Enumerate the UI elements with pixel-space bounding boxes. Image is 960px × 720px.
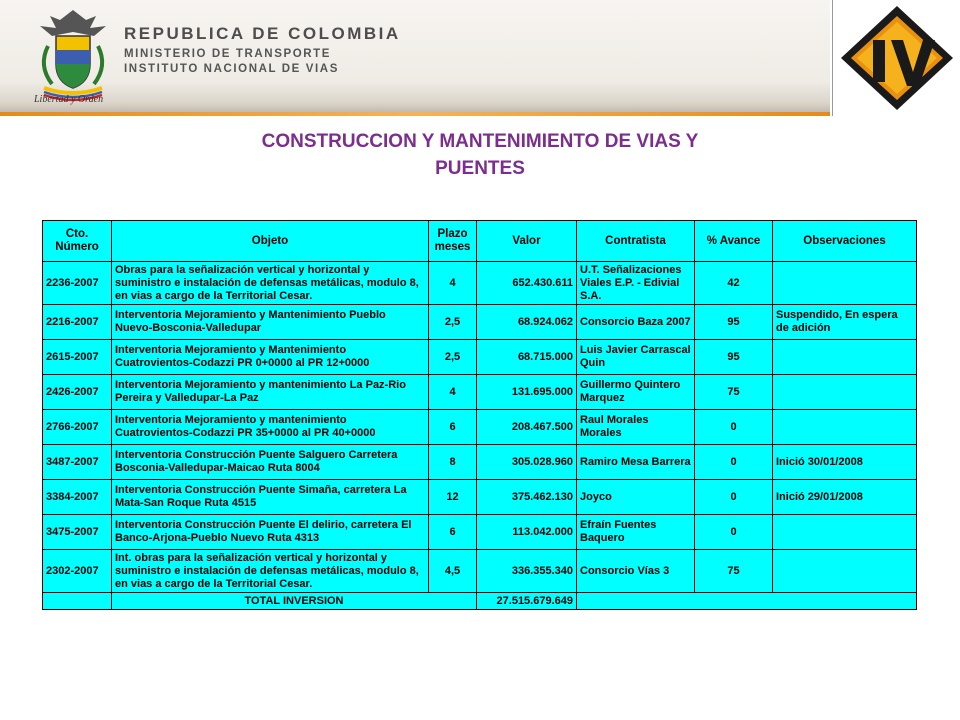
header-objeto: Objeto [112, 221, 429, 262]
cell-avance: 0 [695, 445, 773, 480]
cell-valor: 68.924.062 [477, 305, 577, 340]
cell-numero: 3384-2007 [43, 480, 112, 515]
table-row [43, 262, 917, 305]
cell-observaciones: Inició 29/01/2008 [773, 480, 917, 515]
cell-plazo: 4,5 [429, 550, 477, 593]
cell-avance: 0 [695, 410, 773, 445]
cell-valor: 336.355.340 [477, 550, 577, 593]
cell-avance: 42 [695, 262, 773, 305]
cell-objeto: Int. obras para la señalización vertical y horizontal y suministro e instalación de defensas metálicas, modulo 8, en vias a cargo de la Territorial Cesar. [112, 550, 429, 593]
header-observaciones: Observaciones [773, 221, 917, 262]
cell-objeto: Interventoria Mejoramiento y mantenimiento Cuatrovientos-Codazzi PR 35+0000 al PR 40+0000 [112, 410, 429, 445]
table-row [43, 515, 917, 550]
cell-contratista: Consorcio Vías 3 [577, 550, 695, 593]
cell-contratista: Guillermo Quintero Marquez [577, 375, 695, 410]
cell-avance: 0 [695, 515, 773, 550]
table-row [43, 550, 917, 593]
cell-observaciones [773, 550, 917, 593]
cell-avance: 95 [695, 305, 773, 340]
cell-plazo: 8 [429, 445, 477, 480]
cell-numero: 2236-2007 [43, 262, 112, 305]
cell-avance: 95 [695, 340, 773, 375]
table-row [43, 340, 917, 375]
total-empty-cell [43, 593, 112, 610]
cell-contratista: Luis Javier Carrascal Quin [577, 340, 695, 375]
cell-valor: 305.028.960 [477, 445, 577, 480]
coat-of-arms-icon [30, 6, 116, 106]
header-contratista: Contratista [577, 221, 695, 262]
cell-observaciones: Suspendido, En espera de adición [773, 305, 917, 340]
header-plazo: Plazo meses [429, 221, 477, 262]
cell-objeto: Interventoria Construcción Puente Salguero Carretera Bosconia-Valledupar-Maicao Ruta 8004 [112, 445, 429, 480]
cell-numero: 2302-2007 [43, 550, 112, 593]
cell-numero: 2615-2007 [43, 340, 112, 375]
total-value: 27.515.679.649 [477, 593, 577, 610]
cell-numero: 2426-2007 [43, 375, 112, 410]
contracts-table [42, 220, 917, 610]
cell-observaciones: Inició 30/01/2008 [773, 445, 917, 480]
header-institute: INSTITUTO NACIONAL DE VIAS [124, 63, 339, 75]
table-row [43, 375, 917, 410]
cell-numero: 2216-2007 [43, 305, 112, 340]
cell-plazo: 2,5 [429, 305, 477, 340]
page-title [180, 128, 780, 182]
title-line-2: PUENTES [435, 158, 525, 179]
cell-valor: 68.715.000 [477, 340, 577, 375]
header-republic: REPUBLICA DE COLOMBIA [124, 24, 401, 43]
cell-plazo: 4 [429, 375, 477, 410]
cell-plazo: 6 [429, 410, 477, 445]
cell-valor: 131.695.000 [477, 375, 577, 410]
title-line-1: CONSTRUCCION Y MANTENIMIENTO DE VIAS Y [261, 131, 699, 152]
cell-numero: 3487-2007 [43, 445, 112, 480]
cell-observaciones [773, 375, 917, 410]
cell-objeto: Interventoria Mejoramiento y mantenimiento La Paz-Rio Pereira y Valledupar-La Paz [112, 375, 429, 410]
invias-logo-icon [833, 0, 960, 116]
cell-plazo: 4 [429, 262, 477, 305]
header-divider [0, 112, 830, 116]
cell-contratista: U.T. Señalizaciones Viales E.P. - Edivial S.A. [577, 262, 695, 305]
cell-objeto: Interventoria Construcción Puente El delirio, carretera El Banco-Arjona-Pueblo Nuevo Ruta 4313 [112, 515, 429, 550]
cell-contratista: Joyco [577, 480, 695, 515]
cell-plazo: 12 [429, 480, 477, 515]
table-row [43, 480, 917, 515]
cell-observaciones [773, 410, 917, 445]
cell-valor: 375.462.130 [477, 480, 577, 515]
motto-text: Libertad y Orden [34, 94, 104, 105]
cell-avance: 75 [695, 375, 773, 410]
cell-observaciones [773, 262, 917, 305]
header-avance: % Avance [695, 221, 773, 262]
table-header-row [43, 221, 917, 262]
header-banner [0, 0, 830, 116]
cell-numero: 2766-2007 [43, 410, 112, 445]
cell-numero: 3475-2007 [43, 515, 112, 550]
table-row [43, 445, 917, 480]
cell-objeto: Obras para la señalización vertical y horizontal y suministro e instalación de defensas metálicas, modulo 8, en vias a cargo de la Territorial Cesar. [112, 262, 429, 305]
cell-objeto: Interventoria Mejoramiento y Mantenimiento Pueblo Nuevo-Bosconia-Valledupar [112, 305, 429, 340]
cell-contratista: Efraín Fuentes Baquero [577, 515, 695, 550]
total-filler [577, 593, 917, 610]
cell-plazo: 6 [429, 515, 477, 550]
cell-avance: 0 [695, 480, 773, 515]
header-ministry: MINISTERIO DE TRANSPORTE [124, 48, 332, 60]
cell-contratista: Raul Morales Morales [577, 410, 695, 445]
cell-valor: 208.467.500 [477, 410, 577, 445]
cell-contratista: Ramiro Mesa Barrera [577, 445, 695, 480]
table-row [43, 305, 917, 340]
cell-objeto: Interventoria Construcción Puente Simaña, carretera La Mata-San Roque Ruta 4515 [112, 480, 429, 515]
total-row [43, 593, 917, 610]
header-cto-numero: Cto. Número [43, 221, 112, 262]
table-row [43, 410, 917, 445]
cell-valor: 652.430.611 [477, 262, 577, 305]
cell-objeto: Interventoria Mejoramiento y Mantenimiento Cuatrovientos-Codazzi PR 0+0000 al PR 12+0000 [112, 340, 429, 375]
cell-valor: 113.042.000 [477, 515, 577, 550]
cell-avance: 75 [695, 550, 773, 593]
header-valor: Valor [477, 221, 577, 262]
invias-logo [832, 0, 960, 116]
cell-plazo: 2,5 [429, 340, 477, 375]
cell-observaciones [773, 340, 917, 375]
cell-observaciones [773, 515, 917, 550]
cell-contratista: Consorcio Baza 2007 [577, 305, 695, 340]
total-label: TOTAL INVERSION [112, 593, 477, 610]
